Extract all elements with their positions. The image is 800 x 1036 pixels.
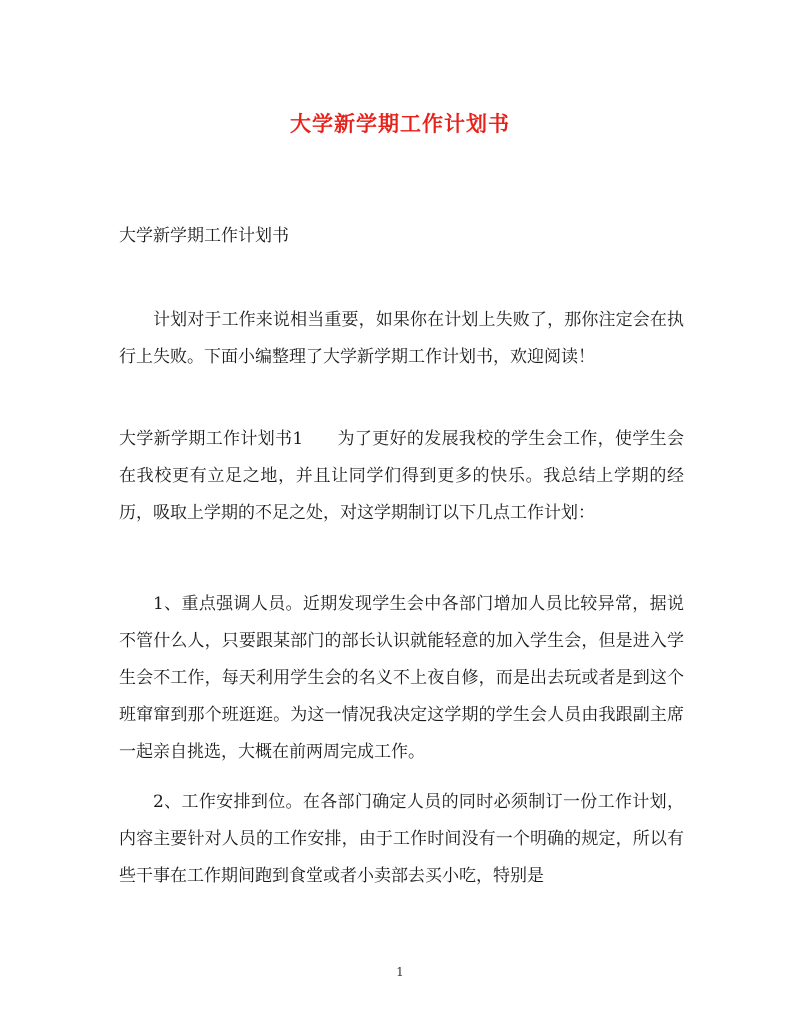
item2-paragraph: 2、工作安排到位。在各部门确定人员的同时必须制订一份工作计划，内容主要针对人员的工作安排，由于工作时间没有一个明确的规定，所以有些干事在工作期间跑到食堂或者小卖部去买小吃，特别是 <box>119 792 684 886</box>
document-subtitle: 大学新学期工作计划书 <box>119 226 289 246</box>
item1-paragraph: 1、重点强调人员。近期发现学生会中各部门增加人员比较异常，据说不管什么人，只要跟某部门的部长认识就能轻意的加入学生会，但是进入学生会不工作，每天利用学生会的名义不上夜自修，而是出去玩或者是到这个班窜窜到那个班逛逛。为这一情况我决定这学期的学生会人员由我跟副主席一起亲自挑选，大概在前两周完成工作。 <box>119 594 684 762</box>
plan1-body: 为了更好的发展我校的学生会工作，使学生会在我校更有立足之地，并且让同学们得到更多的快乐。我总结上学期的经历，吸取上学期的不足之处，对这学期制订以下几点工作计划： <box>119 429 684 523</box>
intro-paragraph: 计划对于工作来说相当重要，如果你在计划上失败了，那你注定会在执行上失败。下面小编整理了大学新学期工作计划书，欢迎阅读！ <box>119 310 684 367</box>
page-number: 1 <box>396 965 404 979</box>
document-title: 大学新学期工作计划书 <box>290 111 510 136</box>
plan1-paragraph <box>119 421 684 532</box>
plan1-heading: 大学新学期工作计划书1 <box>119 429 304 449</box>
